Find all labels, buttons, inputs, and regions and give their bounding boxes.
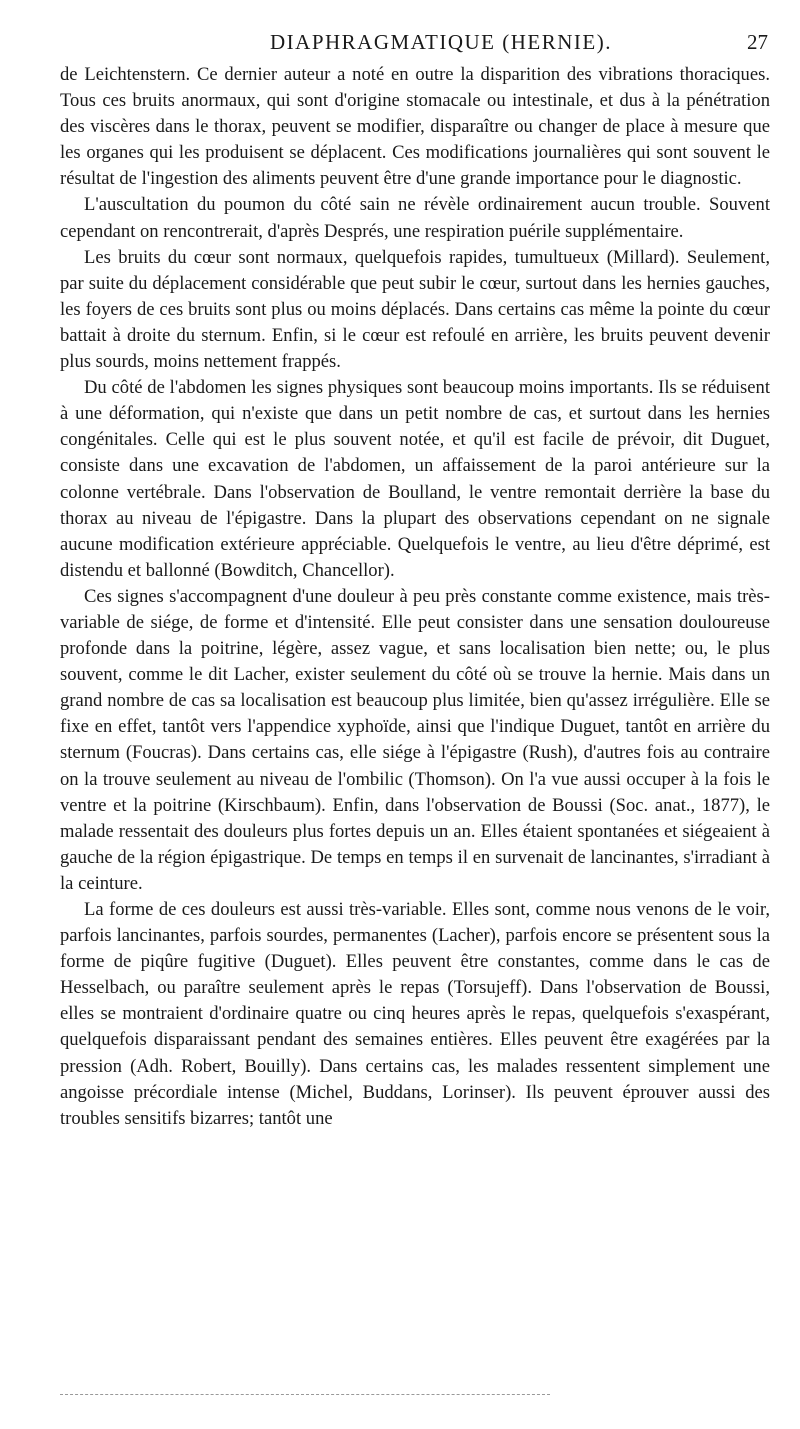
paragraph-heart-sounds: Les bruits du cœur sont normaux, quelquefois rapides, tumultueux (Millard). Seulement, par suite du déplacement considérable que peut subir le cœur, surtout dans les hernies gauches, les foyers de ces bruits sont plus ou moins déplacés. Dans certains cas même la pointe du cœur battait à droite du sternum. Enfin, si le cœur est refoulé en arrière, les bruits peuvent devenir plus sourds, moins nettement frappés. bbox=[60, 246, 770, 373]
running-title: DIAPHRAGMATIQUE (HERNIE). bbox=[270, 30, 612, 54]
page-number: 27 bbox=[747, 30, 768, 54]
paragraph-abdomen: Du côté de l'abdomen les signes physiques sont beaucoup moins importants. Ils se réduisent à une déformation, qui n'existe que dans un petit nombre de cas, et surtout dans les hernies congénitales. Celle qui est le plus souvent notée, et qu'il est facile de prévoir, dit Duguet, consiste dans une excavation de l'abdomen, un affaissement de la paroi antérieure sur la colonne vertébrale. Dans l'observation de Boulland, le ventre remontait derrière la base du thorax au niveau de l'épigastre. Dans la plupart des observations cependant on ne signale aucune modification extérieure appréciable. Quelquefois le ventre, au lieu d'être déprimé, est distendu et ballonné (Bowditch, Chancellor). bbox=[60, 377, 770, 581]
page-header bbox=[60, 30, 770, 62]
paragraph-continuation: de Leichtenstern. Ce dernier auteur a noté en outre la disparition des vibrations thoraciques. Tous ces bruits anormaux, qui sont d'origine stomacale ou intestinale, et dus à la pénétration des viscères dans le thorax, peuvent se modifier, disparaître ou changer de place à mesure que les organes qui les produisent se déplacent. Ces modifications journalières qui sont souvent le résultat de l'ingestion des aliments peuvent être d'une grande importance pour le diagnostic. bbox=[60, 64, 770, 190]
footer-rule bbox=[60, 1394, 550, 1395]
body-text bbox=[60, 62, 770, 1132]
paragraph-pain: Ces signes s'accompagnent d'une douleur à peu près constante comme existence, mais très-variable de siége, de forme et d'intensité. Elle peut consister dans une sensation douloureuse profonde dans la poitrine, légère, assez vague, et sans localisation bien nette; ou, le plus souvent, comme le dit Lacher, exister seulement du côté où se trouve la hernie. Mais dans un grand nombre de cas sa localisation est beaucoup plus limitée, bien qu'assez irrégulière. Elle se fixe en effet, tantôt vers l'appendice xyphoïde, ainsi que l'indique Duguet, tantôt en arrière du sternum (Foucras). Dans certains cas, elle siége à l'épigastre (Rush), d'autres fois au contraire on la trouve seulement au niveau de l'ombilic (Thomson). On l'a vue aussi occuper à la fois le ventre et la poitrine (Kirschbaum). Enfin, dans l'observation de Boussi (Soc. anat., 1877), le malade ressentait des douleurs plus fortes depuis un an. Elles étaient spontanées et siégeaient à gauche de la région épigastrique. De temps en temps il en survenait de lancinantes, s'irradiant à la ceinture. bbox=[60, 585, 770, 894]
paragraph-pain-form: La forme de ces douleurs est aussi très-variable. Elles sont, comme nous venons de le voir, parfois lancinantes, parfois sourdes, permanentes (Lacher), parfois encore se présentent sous la forme de piqûre fugitive (Duguet). Elles peuvent être constantes, comme dans le cas de Hesselbach, ou paraître seulement après le repas (Torsujeff). Dans l'observation de Boussi, elles se montraient d'ordinaire quatre ou cinq heures après le repas, quelquefois s'exaspérant, quelquefois disparaissant pendant des semaines entières. Elles peuvent être exagérées par la pression (Adh. Robert, Bouilly). Dans certains cas, les malades ressentent simplement une angoisse précordiale intense (Michel, Buddans, Lorinser). Ils peuvent éprouver aussi des troubles sensitifs bizarres; tantôt une bbox=[60, 899, 770, 1129]
paragraph-auscultation: L'auscultation du poumon du côté sain ne révèle ordinairement aucun trouble. Souvent cependant on rencontrerait, d'après Després, une respiration puérile supplémentaire. bbox=[60, 194, 770, 242]
